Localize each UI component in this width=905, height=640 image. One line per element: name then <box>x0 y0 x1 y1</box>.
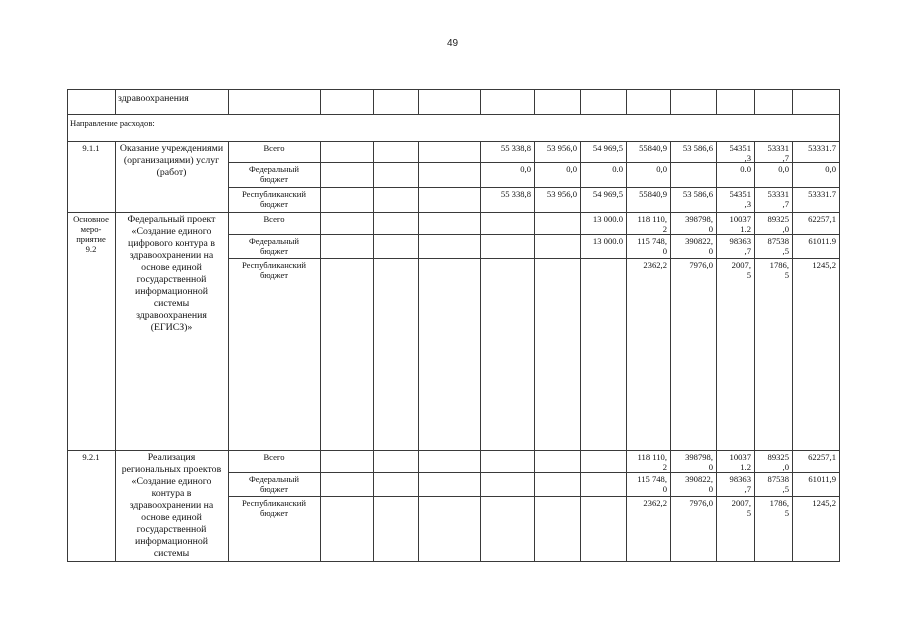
value-cell: 1245,2 <box>812 498 836 508</box>
value-cell: 53331 ,7 <box>767 189 789 209</box>
value-cell: 62257,1 <box>808 214 836 224</box>
value-cell: 54351 ,3 <box>729 143 751 163</box>
block-code: 9.2.1 <box>82 452 100 462</box>
value-cell: 2007, 5 <box>731 498 751 518</box>
column-border <box>534 89 535 561</box>
subrow-border <box>228 496 839 497</box>
value-cell: 0,0 <box>825 164 836 174</box>
row-border <box>67 450 840 451</box>
value-cell: 0,0 <box>520 164 531 174</box>
value-cell: 118 110, 2 <box>637 452 667 472</box>
value-cell: 55840,9 <box>639 189 667 199</box>
value-cell: 10037 1.2 <box>729 452 751 472</box>
value-cell: 87538 ,5 <box>767 474 789 494</box>
value-cell: 390822, 0 <box>685 236 713 256</box>
block-code: 9.1.1 <box>82 143 100 153</box>
subrow-border <box>228 187 839 188</box>
column-border <box>792 89 793 561</box>
value-cell: 398798, 0 <box>685 452 713 472</box>
block-name: Оказание учреждениями (организациями) услуг (работ) <box>119 143 224 178</box>
row-border <box>67 212 840 213</box>
value-cell: 2362,2 <box>643 260 667 270</box>
column-border <box>115 89 116 561</box>
block-name: Реализация региональных проектов «Создание единого контура в здравоохранении на основе единой государственной информационной системы <box>121 452 222 559</box>
value-cell: 53331.7 <box>808 189 836 199</box>
value-cell: 55 338,8 <box>500 143 531 153</box>
value-cell: 2362,2 <box>643 498 667 508</box>
funding-source-label: Федеральный бюджет <box>248 164 300 184</box>
column-border <box>373 89 374 561</box>
funding-source-label: Всего <box>263 143 285 153</box>
value-cell: 2007, 5 <box>731 260 751 280</box>
funding-source-label: Республиканский бюджет <box>242 189 306 209</box>
value-cell: 98363 ,7 <box>729 236 751 256</box>
value-cell: 53331 ,7 <box>767 143 789 163</box>
funding-source-label: Всего <box>263 452 285 462</box>
funding-source-label: Республиканский бюджет <box>242 498 306 518</box>
block-code: Основное меро- приятие 9.2 <box>73 214 109 254</box>
value-cell: 62257,1 <box>808 452 836 462</box>
subrow-border <box>228 258 839 259</box>
value-cell: 54351 ,3 <box>729 189 751 209</box>
value-cell: 55840,9 <box>639 143 667 153</box>
row-border <box>67 141 840 142</box>
funding-source-label: Федеральный бюджет <box>248 236 300 256</box>
value-cell: 53331.7 <box>808 143 836 153</box>
page-number: 49 <box>446 38 459 49</box>
row-border <box>67 561 840 562</box>
value-cell: 398798, 0 <box>685 214 713 234</box>
block-name: Федеральный проект «Создание единого цифрового контура в здравоохранении на основе единой государственной информационной системы здравоохранения (ЕГИСЗ)» <box>127 214 216 333</box>
value-cell: 87538 ,5 <box>767 236 789 256</box>
value-cell: 89325 ,0 <box>767 452 789 472</box>
value-cell: 55 338,8 <box>500 189 531 199</box>
value-cell: 53 956,0 <box>546 143 577 153</box>
value-cell: 115 748, 0 <box>637 236 667 256</box>
value-cell: 115 748, 0 <box>637 474 667 494</box>
column-border <box>320 89 321 561</box>
value-cell: 98363 ,7 <box>729 474 751 494</box>
funding-source-label: Федеральный бюджет <box>248 474 300 494</box>
section-heading: Направление расходов: <box>70 118 155 128</box>
column-border <box>480 89 481 561</box>
funding-source-label: Всего <box>263 214 285 224</box>
funding-source-label: Республиканский бюджет <box>242 260 306 280</box>
value-cell: 54 969,5 <box>592 143 623 153</box>
subrow-border <box>228 472 839 473</box>
column-border <box>839 89 840 561</box>
value-cell: 0.0 <box>740 164 751 174</box>
project-name-continuation: здравоохранения <box>118 93 189 104</box>
value-cell: 0,0 <box>656 164 667 174</box>
value-cell: 1786, 5 <box>769 260 789 280</box>
value-cell: 118 110, 2 <box>637 214 667 234</box>
subrow-border <box>228 234 839 235</box>
value-cell: 53 586,6 <box>682 189 713 199</box>
value-cell: 0,0 <box>566 164 577 174</box>
value-cell: 7976,0 <box>689 498 713 508</box>
value-cell: 1786, 5 <box>769 498 789 518</box>
value-cell: 53 586,6 <box>682 143 713 153</box>
value-cell: 13 000.0 <box>592 214 623 224</box>
value-cell: 390822, 0 <box>685 474 713 494</box>
value-cell: 0.0 <box>612 164 623 174</box>
value-cell: 89325 ,0 <box>767 214 789 234</box>
value-cell: 61011,9 <box>808 474 836 484</box>
column-border <box>418 89 419 561</box>
value-cell: 10037 1.2 <box>729 214 751 234</box>
value-cell: 53 956,0 <box>546 189 577 199</box>
column-border <box>67 89 68 561</box>
column-border <box>580 89 581 561</box>
value-cell: 0,0 <box>778 164 789 174</box>
value-cell: 13 000.0 <box>592 236 623 246</box>
value-cell: 1245,2 <box>812 260 836 270</box>
value-cell: 7976,0 <box>689 260 713 270</box>
row-border <box>67 89 840 90</box>
value-cell: 54 969,5 <box>592 189 623 199</box>
value-cell: 61011.9 <box>808 236 836 246</box>
column-border <box>228 89 229 561</box>
